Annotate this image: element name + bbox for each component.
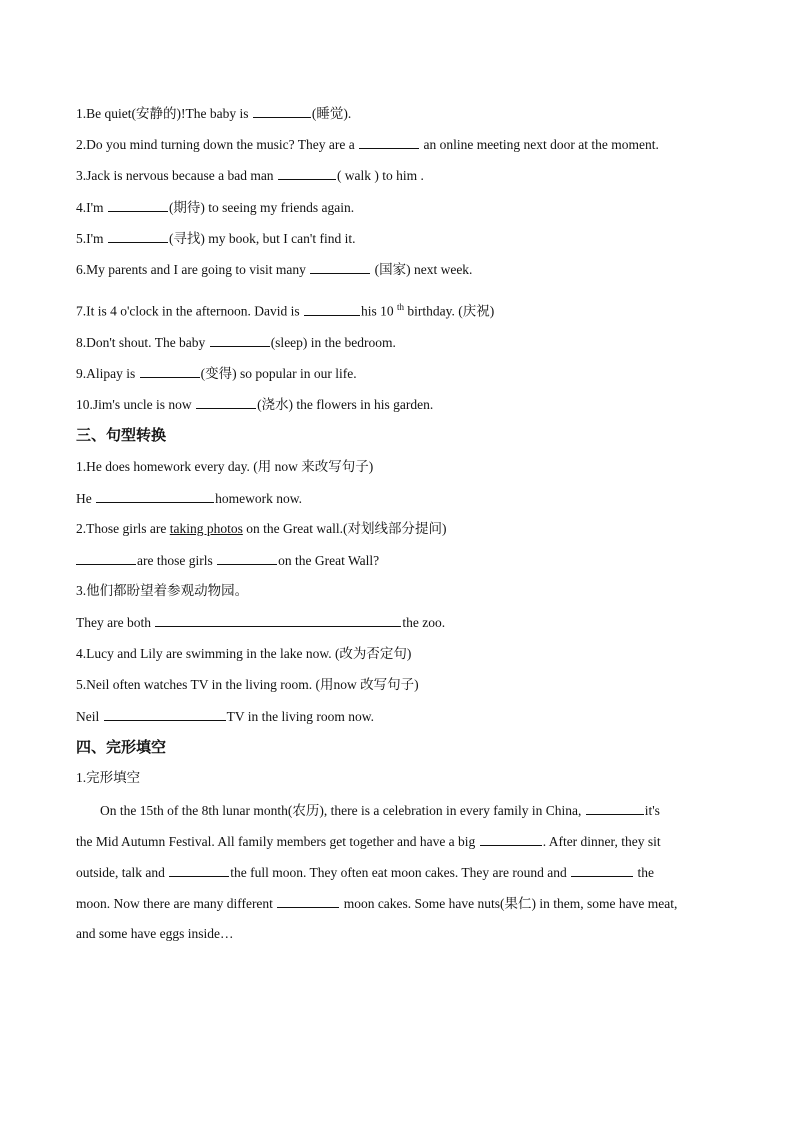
fill-item-5 <box>76 229 355 248</box>
answer-blank[interactable] <box>155 613 401 627</box>
item-text: They are both <box>76 615 155 630</box>
underlined-phrase: taking photos <box>169 521 243 536</box>
item-text: it's <box>644 803 660 818</box>
cloze-blank-5[interactable] <box>277 894 339 908</box>
question-1: 1.He does homework every day. (用 now 来改写句子) <box>76 459 374 474</box>
cloze-line-2 <box>76 832 661 851</box>
cloze-line-4 <box>76 894 677 913</box>
answer-blank[interactable] <box>210 333 270 347</box>
fill-item-6 <box>76 260 472 279</box>
item-text: 2.Those girls are <box>76 521 170 536</box>
item-text: (期待) to seeing my friends again. <box>168 200 355 215</box>
fill-item-2 <box>76 135 659 154</box>
fill-item-9 <box>76 364 357 383</box>
fill-item-10 <box>76 395 433 414</box>
item-text: ( walk ) to him . <box>336 168 424 183</box>
item-text: the zoo. <box>402 615 446 630</box>
answer-blank[interactable] <box>278 166 336 180</box>
question-4: 4.Lucy and Lily are swimming in the lake now. (改为否定句) <box>76 646 412 661</box>
cloze-line-5: and some have eggs inside… <box>76 926 234 941</box>
question-5: 5.Neil often watches TV in the living room. (用now 改写句子) <box>76 677 419 692</box>
answer-blank[interactable] <box>140 364 200 378</box>
item-text: 1.Be quiet(安静的)!The baby is <box>76 106 252 121</box>
fill-item-3 <box>76 166 424 185</box>
item-text: homework now. <box>215 491 302 506</box>
item-text: (睡觉). <box>311 106 352 121</box>
answer-blank[interactable] <box>104 707 226 721</box>
item-text: (国家) next week. <box>371 262 473 277</box>
item-text: . After dinner, they sit <box>542 834 661 849</box>
item-text: (变得) so popular in our life. <box>200 366 357 381</box>
item-text: 7.It is 4 o'clock in the afternoon. David is <box>76 303 304 319</box>
question-3: 3.他们都盼望着参观动物园。 <box>76 583 249 598</box>
item-text: 9.Alipay is <box>76 366 139 381</box>
item-text: TV in the living room now. <box>226 709 374 724</box>
answer-blank[interactable] <box>196 395 256 409</box>
item-text: an online meeting next door at the moment. <box>420 137 659 152</box>
answer-blank[interactable] <box>310 260 370 274</box>
answer-line-2 <box>76 551 379 570</box>
answer-line-1 <box>76 489 302 508</box>
answer-blank[interactable] <box>76 551 136 565</box>
answer-blank[interactable] <box>217 551 277 565</box>
fill-item-7 <box>76 298 494 321</box>
answer-line-3 <box>76 613 445 632</box>
item-text: Neil <box>76 709 103 724</box>
cloze-blank-4[interactable] <box>571 863 633 877</box>
fill-item-4 <box>76 198 354 217</box>
answer-blank[interactable] <box>96 489 214 503</box>
item-text: the Mid Autumn Festival. All family members get together and have a big <box>76 834 479 849</box>
section-heading: 四、完形填空 <box>76 738 167 756</box>
subheading: 1.完形填空 <box>76 770 141 785</box>
item-text: (sleep) in the bedroom. <box>270 335 396 350</box>
section-heading: 三、句型转换 <box>76 426 167 444</box>
item-text: 8.Don't shout. The baby <box>76 335 209 350</box>
cloze-blank-3[interactable] <box>169 863 229 877</box>
cloze-line-3 <box>76 863 654 882</box>
item-text: on the Great Wall? <box>278 553 380 568</box>
cloze-blank-2[interactable] <box>480 832 542 846</box>
item-text: birthday. (庆祝) <box>404 303 495 319</box>
item-text: 5.I'm <box>76 231 107 246</box>
cloze-blank-1[interactable] <box>586 801 644 815</box>
cloze-line-1 <box>100 801 660 820</box>
answer-blank[interactable] <box>359 135 419 149</box>
item-text: 4.I'm <box>76 200 107 215</box>
answer-blank[interactable] <box>108 229 168 243</box>
answer-blank[interactable] <box>304 302 360 316</box>
item-text: He <box>76 491 96 506</box>
item-text: are those girls <box>137 553 217 568</box>
answer-blank[interactable] <box>253 104 311 118</box>
item-text: the full moon. They often eat moon cakes. They are round and <box>230 865 571 880</box>
item-text: (浇水) the flowers in his garden. <box>257 397 434 412</box>
answer-blank[interactable] <box>108 198 168 212</box>
item-text: his 10 <box>361 303 398 319</box>
item-text: 6.My parents and I are going to visit many <box>76 262 310 277</box>
question-2 <box>76 520 446 538</box>
fill-item-1 <box>76 104 351 123</box>
superscript: th <box>397 302 405 312</box>
answer-line-5 <box>76 707 374 726</box>
item-text: On the 15th of the 8th lunar month(农历), there is a celebration in every family in China, <box>100 803 585 818</box>
item-text: (寻找) my book, but I can't find it. <box>168 231 356 246</box>
item-text: outside, talk and <box>76 865 169 880</box>
item-text: moon. Now there are many different <box>76 896 277 911</box>
item-text: moon cakes. Some have nuts(果仁) in them, some have meat, <box>340 896 678 911</box>
item-text: 3.Jack is nervous because a bad man <box>76 168 277 183</box>
item-text: 2.Do you mind turning down the music? They are a <box>76 137 359 152</box>
item-text: on the Great wall.(对划线部分提问) <box>242 521 447 536</box>
item-text: 10.Jim's uncle is now <box>76 397 196 412</box>
item-text: the <box>634 865 655 880</box>
fill-item-8 <box>76 333 396 352</box>
